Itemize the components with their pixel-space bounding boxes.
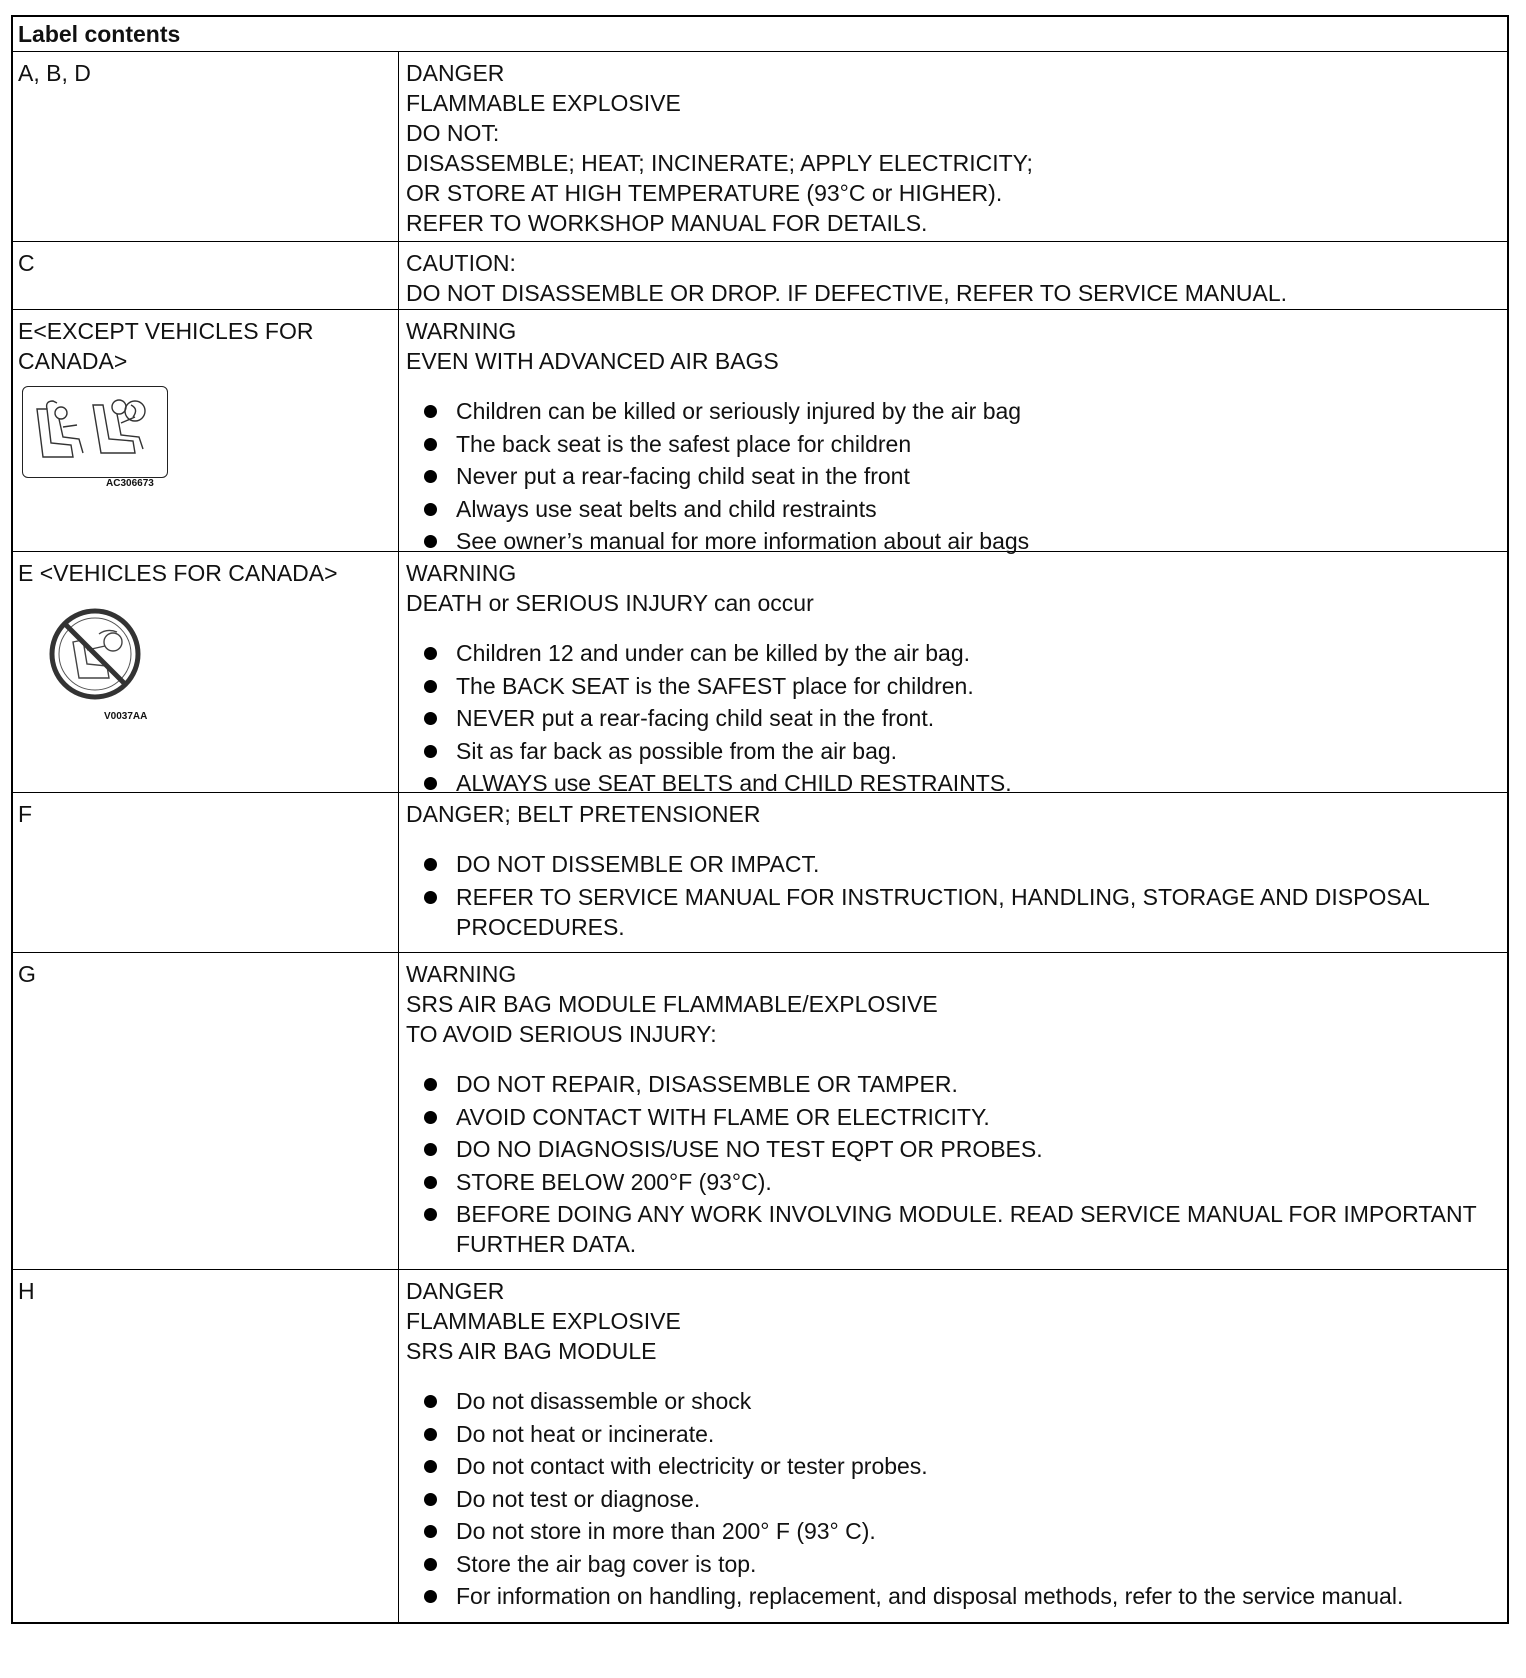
- content-line: REFER TO WORKSHOP MANUAL FOR DETAILS.: [406, 210, 928, 236]
- content-line: EVEN WITH ADVANCED AIR BAGS: [406, 348, 779, 374]
- content-line: WARNING: [406, 318, 517, 344]
- row-label-cell: [13, 552, 399, 792]
- row-content-cell: [399, 52, 1507, 241]
- image-code: AC306673: [106, 478, 154, 489]
- image-code: V0037AA: [104, 711, 148, 722]
- bullet-list: [406, 638, 1499, 798]
- content-line: OR STORE AT HIGH TEMPERATURE (93°C or HIGHER).: [406, 180, 1003, 206]
- row-label: C: [18, 250, 35, 276]
- content-line: DANGER: [406, 1278, 505, 1304]
- list-item: Do not store in more than 200° F (93° C).: [406, 1516, 1499, 1546]
- content-line: FLAMMABLE EXPLOSIVE: [406, 1308, 681, 1334]
- list-item: DO NOT REPAIR, DISASSEMBLE OR TAMPER.: [406, 1069, 1499, 1099]
- list-item: The back seat is the safest place for children: [406, 429, 1499, 459]
- content-line: WARNING: [406, 961, 517, 987]
- row-label: E<EXCEPT VEHICLES FOR CANADA>: [18, 318, 314, 374]
- list-item: For information on handling, replacement, and disposal methods, refer to the service manual.: [406, 1581, 1499, 1611]
- bullet-list: [406, 849, 1499, 942]
- airbag-seat-icon: [22, 386, 168, 478]
- label-contents-table: [11, 15, 1509, 1624]
- content-line: DEATH or SERIOUS INJURY can occur: [406, 590, 814, 616]
- bullet-list: [406, 1386, 1499, 1611]
- list-item: Do not contact with electricity or tester probes.: [406, 1451, 1499, 1481]
- list-item: Do not test or diagnose.: [406, 1484, 1499, 1514]
- row-label-cell: [13, 242, 399, 309]
- bullet-list: [406, 396, 1499, 556]
- list-item: DO NO DIAGNOSIS/USE NO TEST EQPT OR PROBES.: [406, 1134, 1499, 1164]
- row-label-cell: [13, 310, 399, 551]
- list-item: NEVER put a rear-facing child seat in the front.: [406, 703, 1499, 733]
- content-line: DANGER: [406, 60, 505, 86]
- row-content-cell: [399, 1270, 1507, 1622]
- table-row: [13, 552, 1507, 796]
- content-line: WARNING: [406, 560, 517, 586]
- table-row: [13, 1270, 1507, 1622]
- list-item: Store the air bag cover is top.: [406, 1549, 1499, 1579]
- no-child-seat-icon: [47, 606, 393, 709]
- table-header: Label contents: [13, 17, 1507, 52]
- row-content-cell: [399, 793, 1507, 952]
- list-item: DO NOT DISSEMBLE OR IMPACT.: [406, 849, 1499, 879]
- row-content-cell: [399, 310, 1507, 554]
- table-row: [13, 953, 1507, 1270]
- content-line: SRS AIR BAG MODULE: [406, 1338, 657, 1364]
- content-line: TO AVOID SERIOUS INJURY:: [406, 1021, 717, 1047]
- row-label: E <VEHICLES FOR CANADA>: [18, 560, 338, 586]
- table-row: [13, 242, 1507, 310]
- list-item: BEFORE DOING ANY WORK INVOLVING MODULE. READ SERVICE MANUAL FOR IMPORTANT FURTHER DATA.: [406, 1199, 1499, 1259]
- list-item: Children 12 and under can be killed by the air bag.: [406, 638, 1499, 668]
- list-item: Sit as far back as possible from the air bag.: [406, 736, 1499, 766]
- row-label-cell: [13, 1270, 399, 1622]
- content-line: FLAMMABLE EXPLOSIVE: [406, 90, 681, 116]
- row-label-cell: [13, 52, 399, 241]
- row-content-cell: [399, 242, 1507, 309]
- list-item: ALWAYS use SEAT BELTS and CHILD RESTRAINTS.: [406, 768, 1499, 798]
- table-row: [13, 52, 1507, 242]
- table-row: [13, 310, 1507, 552]
- airbag-seat-pictogram: [18, 386, 393, 490]
- content-line: DO NOT:: [406, 120, 500, 146]
- row-content-cell: [399, 953, 1507, 1269]
- content-line: SRS AIR BAG MODULE FLAMMABLE/EXPLOSIVE: [406, 991, 938, 1017]
- row-label: G: [18, 961, 36, 987]
- list-item: The BACK SEAT is the SAFEST place for children.: [406, 671, 1499, 701]
- row-label: A, B, D: [18, 60, 91, 86]
- row-label: F: [18, 801, 33, 827]
- content-line: DO NOT DISASSEMBLE OR DROP. IF DEFECTIVE, REFER TO SERVICE MANUAL.: [406, 280, 1288, 306]
- list-item: Always use seat belts and child restraints: [406, 494, 1499, 524]
- list-item: Do not heat or incinerate.: [406, 1419, 1499, 1449]
- list-item: REFER TO SERVICE MANUAL FOR INSTRUCTION, HANDLING, STORAGE AND DISPOSAL PROCEDURES.: [406, 882, 1499, 942]
- content-line: CAUTION:: [406, 250, 516, 276]
- row-label-cell: [13, 793, 399, 952]
- content-line: DANGER; BELT PRETENSIONER: [406, 801, 761, 827]
- list-item: STORE BELOW 200°F (93°C).: [406, 1167, 1499, 1197]
- table-row: [13, 793, 1507, 953]
- bullet-list: [406, 1069, 1499, 1259]
- list-item: Do not disassemble or shock: [406, 1386, 1499, 1416]
- row-label: H: [18, 1278, 35, 1304]
- row-content-cell: [399, 552, 1507, 796]
- list-item: See owner’s manual for more information about air bags: [406, 526, 1499, 556]
- list-item: Never put a rear-facing child seat in the front: [406, 461, 1499, 491]
- row-label-cell: [13, 953, 399, 1269]
- list-item: AVOID CONTACT WITH FLAME OR ELECTRICITY.: [406, 1102, 1499, 1132]
- list-item: Children can be killed or seriously injured by the air bag: [406, 396, 1499, 426]
- content-line: DISASSEMBLE; HEAT; INCINERATE; APPLY ELECTRICITY;: [406, 150, 1033, 176]
